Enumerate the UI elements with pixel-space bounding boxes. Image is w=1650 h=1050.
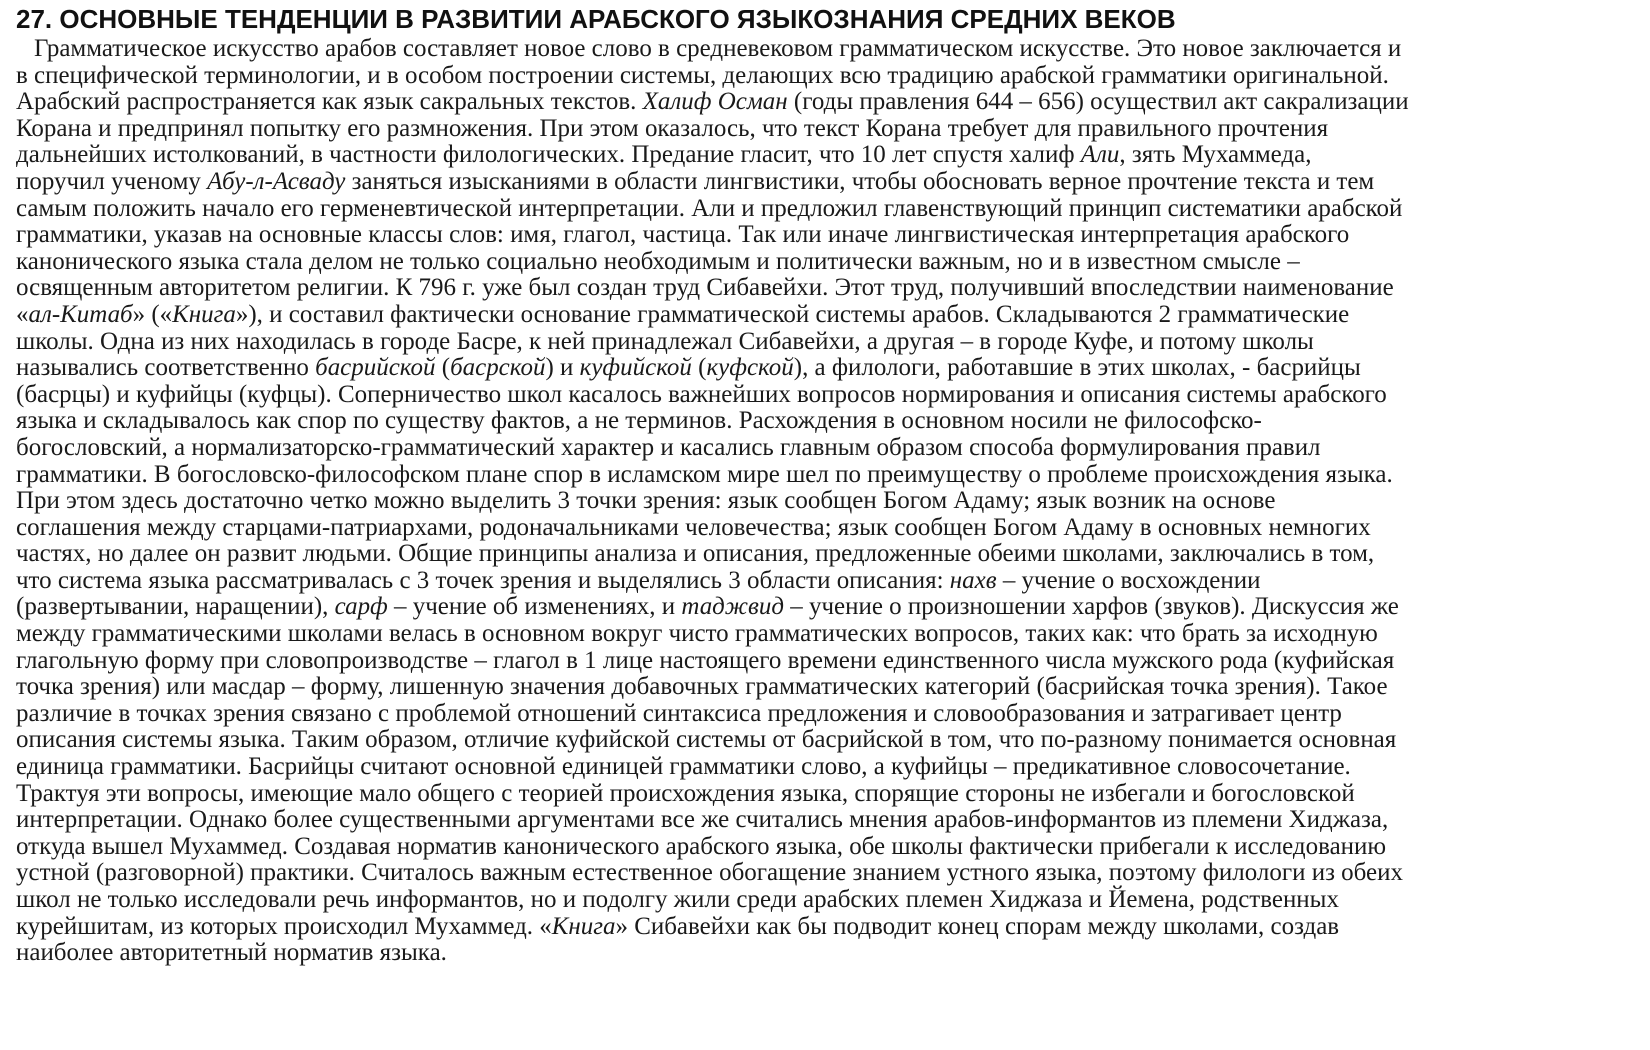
text-line	[16, 36, 1634, 63]
italic-term: Абу-л-Асваду	[207, 167, 346, 195]
text-segment: богословский, а нормализаторско-грамматический характер и касались главным образом способа формулирования правил	[16, 433, 1321, 461]
text-segment: »), и составил фактически основание грамматической системы арабов. Складываются 2 грамматические	[235, 300, 1350, 328]
text-segment: – учение об изменениях, и	[387, 593, 682, 621]
page-title: 27. ОСНОВНЫЕ ТЕНДЕНЦИИ В РАЗВИТИИ АРАБСКОГО ЯЗЫКОЗНАНИЯ СРЕДНИХ ВЕКОВ	[16, 4, 1176, 34]
text-line	[16, 515, 1634, 542]
text-segment: канонического языка стала делом не только социально необходимым и политически важным, но и в известном смысле –	[16, 247, 1300, 275]
text-line	[16, 408, 1634, 435]
italic-term: нахв	[949, 566, 997, 594]
italic-term: басрийской	[315, 354, 436, 382]
text-line	[16, 142, 1634, 169]
italic-term: ал-Китаб	[28, 300, 133, 328]
text-segment: школы. Одна из них находилась в городе Басре, к ней принадлежал Сибавейхи, а другая – в городе Куфе, и потому школы	[16, 327, 1314, 355]
text-line	[16, 462, 1634, 489]
text-line	[16, 914, 1634, 941]
text-segment: Грамматическое искусство арабов составляет новое слово в средневековом грамматическом искусстве. Это новое заключается и	[33, 35, 1402, 62]
text-segment: различие в точках зрения связано с проблемой отношений синтаксиса предложения и словообразования и затрагивает центр	[16, 699, 1342, 727]
italic-term: Книга	[172, 300, 236, 328]
text-segment: грамматики, указав на основные классы слов: имя, глагол, частица. Так или иначе лингвистическая интерпретация арабского	[16, 221, 1350, 249]
text-line	[16, 648, 1634, 675]
text-segment: » («	[132, 300, 173, 328]
text-segment: точка зрения) или масдар – форму, лишенную значения добавочных грамматических категорий (басрийская точка зрения). Такое	[16, 673, 1388, 701]
text-line	[16, 488, 1634, 515]
text-line	[16, 116, 1634, 143]
text-line	[16, 807, 1634, 834]
text-segment: в специфической терминологии, и в особом построении системы, делающих всю традицию арабской грамматики оригинальной.	[16, 61, 1389, 89]
text-line	[16, 169, 1634, 196]
text-segment: ) и	[545, 354, 580, 382]
text-segment: Арабский распространяется как язык сакральных текстов.	[16, 88, 643, 116]
text-segment: школ не только исследовали речь информантов, но и подолгу жили среди арабских племен Хиджаза и Йемена, родственных	[16, 886, 1339, 913]
text-line	[16, 834, 1634, 861]
text-segment: (	[435, 354, 451, 382]
text-line	[16, 222, 1634, 249]
document-page	[16, 4, 1636, 967]
text-line	[16, 435, 1634, 462]
text-segment: грамматики. В богословско-философском плане спор в исламском мире шел по преимуществу о проблеме происхождения языка.	[16, 460, 1393, 488]
text-segment: устной (разговорной) практики. Считалось важным естественное обогащение знанием устного языка, поэтому филологи из обеих	[16, 859, 1403, 887]
text-segment: курейшитам, из которых происходил Мухаммед. «	[16, 912, 552, 940]
text-segment: поручил ученому	[16, 167, 208, 195]
text-segment: освященным авторитетом религии. К 796 г. уже был создан труд Сибавейхи. Этот труд, получивший впоследствии наименование	[16, 274, 1394, 302]
text-line	[16, 727, 1634, 754]
text-segment: – учение о восхождении	[996, 566, 1261, 594]
text-segment: между грамматическими школами велась в основном вокруг чисто грамматических вопросов, таких как: что брать за исходную	[16, 620, 1378, 648]
text-line	[16, 302, 1634, 329]
text-line	[16, 249, 1634, 276]
text-segment: ), а филологи, работавшие в этих школах, - басрийцы	[793, 354, 1361, 382]
text-line	[16, 196, 1634, 223]
text-segment: частях, но далее он развит людьми. Общие принципы анализа и описания, предложенные обеими школами, заключались в том,	[16, 540, 1375, 568]
text-line	[16, 754, 1634, 781]
text-segment: дальнейших истолкований, в частности филологических. Предание гласит, что 10 лет спустя халиф	[16, 141, 1081, 169]
text-segment: Трактуя эти вопросы, имеющие мало общего с теорией происхождения языка, спорящие стороны не избегали и богословской	[16, 779, 1355, 807]
text-segment: наиболее авторитетный норматив языка.	[16, 939, 447, 967]
text-segment: описания системы языка. Таким образом, отличие куфийской системы от басрийской в том, что по-разному понимается основная	[16, 726, 1397, 754]
text-segment: единица грамматики. Басрийцы считают основной единицей грамматики слово, а куфийцы – предикативное словосочетание.	[16, 753, 1351, 781]
italic-term: басрской	[450, 354, 546, 382]
text-segment: что система языка рассматривалась с 3 точек зрения и выделялись 3 области описания:	[16, 566, 950, 594]
text-line	[16, 940, 1634, 967]
italic-term: таджвид	[681, 593, 784, 621]
italic-term: сарф	[334, 593, 388, 621]
text-line	[16, 382, 1634, 409]
text-segment: откуда вышел Мухаммед. Создавая норматив канонического арабского языка, обе школы фактически прибегали к исследованию	[16, 832, 1387, 860]
text-line	[16, 860, 1634, 887]
text-segment: интерпретации. Однако более существенными аргументами все же считались мнения арабов-информантов из племени Хиджаза,	[16, 806, 1389, 834]
italic-term: куфской	[706, 354, 794, 382]
italic-term: куфийской	[579, 354, 692, 382]
italic-term: Книга	[551, 912, 616, 940]
text-segment: «	[16, 300, 29, 328]
text-line	[16, 701, 1634, 728]
text-segment: (развертывании, наращении),	[16, 593, 335, 621]
text-line	[16, 63, 1634, 90]
italic-term: Али	[1080, 141, 1120, 169]
text-segment: языка и складывалось как спор по существу фактов, а не терминов. Расхождения в основном носили не философско-	[16, 407, 1262, 435]
text-line	[16, 275, 1634, 302]
text-segment: При этом здесь достаточно четко можно выделить 3 точки зрения: язык сообщен Богом Адаму; язык возник на основе	[16, 487, 1276, 515]
text-segment: назывались соответственно	[16, 354, 316, 382]
text-segment: (	[691, 354, 707, 382]
text-line	[16, 887, 1634, 914]
text-line	[16, 568, 1634, 595]
text-segment: Корана и предпринял попытку его размножения. При этом оказалось, что текст Корана требует для правильного прочтения	[16, 114, 1329, 142]
text-segment: » Сибавейхи как бы подводит конец спорам между школами, создав	[615, 912, 1340, 940]
text-segment: (годы правления 644 – 656) осуществил акт сакрализации	[787, 88, 1409, 116]
text-segment: , зять Мухаммеда,	[1119, 141, 1312, 169]
text-line	[16, 541, 1634, 568]
text-segment: соглашения между старцами-патриархами, родоначальниками человечества; язык сообщен Богом Адаму в основных немногих	[16, 513, 1371, 541]
text-line	[16, 89, 1634, 116]
text-line	[16, 674, 1634, 701]
text-segment: заняться изысканиями в области лингвистики, чтобы обосновать верное прочтение текста и тем	[345, 167, 1375, 195]
text-segment: самым положить начало его герменевтической интерпретации. Али и предложил главенствующий принцип систематики арабской	[16, 194, 1403, 222]
text-line	[16, 329, 1634, 356]
text-segment: (басрцы) и куфийцы (куфцы). Соперничество школ касалось важнейших вопросов нормирования и описания системы арабского	[16, 380, 1387, 408]
text-line	[16, 621, 1634, 648]
text-line	[16, 594, 1634, 621]
text-line	[16, 355, 1634, 382]
body-paragraph	[16, 36, 1636, 967]
italic-term: Халиф Осман	[642, 88, 788, 116]
text-segment: глагольную форму при словопроизводстве – глагол в 1 лице настоящего времени единственного числа мужского рода (куфийская	[16, 646, 1395, 674]
text-segment: – учение о произношении харфов (звуков). Дискуссия же	[783, 593, 1399, 621]
text-line	[16, 781, 1634, 808]
